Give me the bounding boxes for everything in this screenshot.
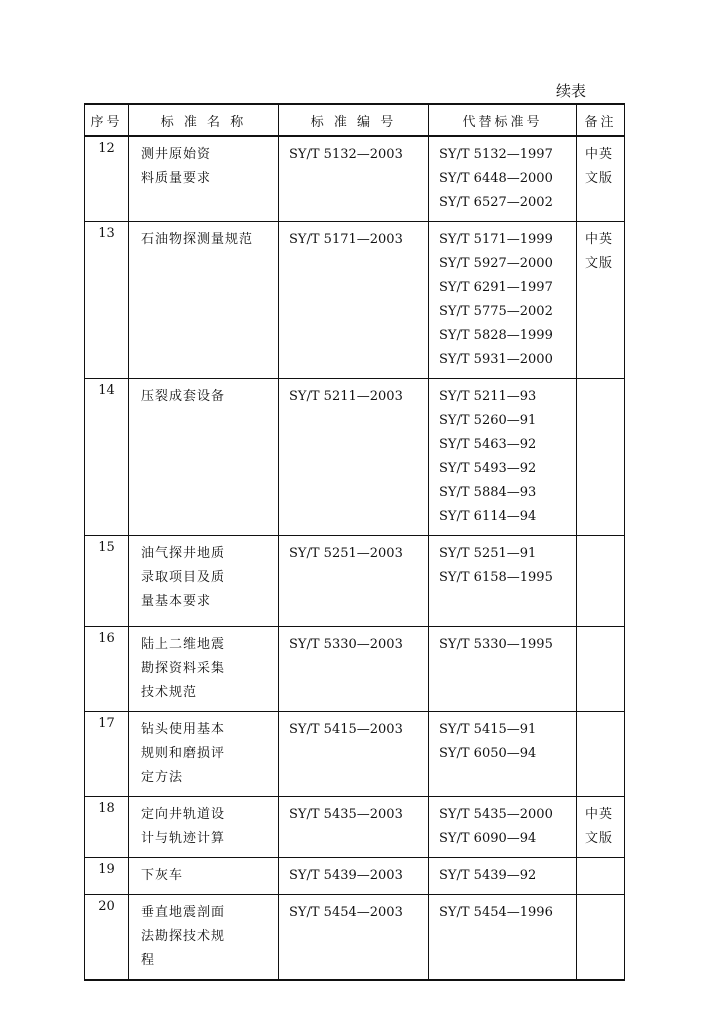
row-number: 13 [85, 222, 129, 379]
replaced-standard: SY/T 6158—1995 [439, 570, 553, 585]
replaced-standards-cell [429, 895, 577, 981]
note-cell [577, 536, 625, 627]
row-number: 18 [85, 797, 129, 858]
replaced-standards-cell [429, 222, 577, 379]
replaced-standard: SY/T 5927—2000 [439, 256, 553, 271]
standard-name-cell [129, 136, 279, 222]
standard-code: SY/T 5251—2003 [289, 546, 403, 561]
standard-name: 油气探井地质 录取项目及质 量基本要求 [141, 546, 226, 609]
standard-name-cell [129, 858, 279, 895]
header-name: 标 准 名 称 [129, 104, 279, 136]
header-replaces: 代替标准号 [429, 104, 577, 136]
note-text [577, 858, 619, 870]
standard-code-cell [279, 712, 429, 797]
note-text: 中英文版 [585, 232, 614, 271]
header-no: 序号 [85, 104, 129, 136]
replaced-standards-cell [429, 858, 577, 895]
standard-name: 测井原始资 料质量要求 [141, 147, 212, 186]
standard-code: SY/T 5439—2003 [289, 868, 403, 883]
row-number: 15 [85, 536, 129, 627]
standard-name-cell [129, 797, 279, 858]
replaced-standards-cell [429, 536, 577, 627]
standard-code-cell [279, 797, 429, 858]
table-row [85, 536, 625, 627]
replaced-standards-cell [429, 797, 577, 858]
table-row [85, 222, 625, 379]
note-cell [577, 379, 625, 536]
replaced-standard: SY/T 5415—91 [439, 722, 537, 737]
replaced-standard: SY/T 5884—93 [439, 485, 537, 500]
note-cell [577, 712, 625, 797]
standard-name-cell [129, 536, 279, 627]
replaced-standard: SY/T 5330—1995 [439, 637, 553, 652]
standard-code: SY/T 5435—2003 [289, 807, 403, 822]
replaced-standard: SY/T 5463—92 [439, 437, 537, 452]
replaced-standard: SY/T 6527—2002 [439, 195, 553, 210]
table-row [85, 712, 625, 797]
table-row [85, 379, 625, 536]
standard-name: 下灰车 [141, 868, 184, 883]
note-cell [577, 895, 625, 981]
replaced-standard: SY/T 6448—2000 [439, 171, 553, 186]
standard-code: SY/T 5454—2003 [289, 905, 403, 920]
table-row [85, 858, 625, 895]
standard-name: 压裂成套设备 [141, 389, 226, 404]
replaced-standard: SY/T 5493—92 [439, 461, 537, 476]
standard-code: SY/T 5415—2003 [289, 722, 403, 737]
replaced-standard: SY/T 5251—91 [439, 546, 537, 561]
replaced-standards-cell [429, 627, 577, 712]
standard-name: 钻头使用基本 规则和磨损评 定方法 [141, 722, 226, 785]
replaced-standard: SY/T 6050—94 [439, 746, 537, 761]
row-number: 17 [85, 712, 129, 797]
replaced-standard: SY/T 5828—1999 [439, 328, 553, 343]
replaced-standard: SY/T 6291—1997 [439, 280, 553, 295]
replaced-standard: SY/T 5439—92 [439, 868, 537, 883]
note-cell [577, 797, 625, 858]
note-text [577, 712, 619, 724]
standard-code: SY/T 5171—2003 [289, 232, 403, 247]
standard-code: SY/T 5132—2003 [289, 147, 403, 162]
standard-code-cell [279, 858, 429, 895]
note-cell [577, 627, 625, 712]
replaced-standard: SY/T 5775—2002 [439, 304, 553, 319]
note-text: 中英文版 [585, 147, 614, 186]
header-note: 备注 [577, 104, 625, 136]
table-row [85, 895, 625, 981]
standard-code: SY/T 5330—2003 [289, 637, 403, 652]
note-text: 中英文版 [585, 807, 614, 846]
note-cell [577, 136, 625, 222]
table-row [85, 627, 625, 712]
table-body [85, 136, 625, 980]
standard-code-cell [279, 136, 429, 222]
standard-name-cell [129, 379, 279, 536]
standard-name-cell [129, 712, 279, 797]
replaced-standards-cell [429, 136, 577, 222]
header-code: 标 准 编 号 [279, 104, 429, 136]
standard-name-cell [129, 222, 279, 379]
note-cell [577, 858, 625, 895]
replaced-standard: SY/T 5211—93 [439, 389, 537, 404]
replaced-standards-cell [429, 379, 577, 536]
standard-code-cell [279, 536, 429, 627]
note-text [577, 536, 619, 548]
replaced-standard: SY/T 5260—91 [439, 413, 537, 428]
standard-code-cell [279, 379, 429, 536]
replaced-standard: SY/T 5931—2000 [439, 352, 553, 367]
note-text [577, 379, 619, 391]
row-number: 16 [85, 627, 129, 712]
standard-code: SY/T 5211—2003 [289, 389, 403, 404]
replaced-standards-cell [429, 712, 577, 797]
row-number: 19 [85, 858, 129, 895]
replaced-standard: SY/T 5132—1997 [439, 147, 553, 162]
note-text [577, 627, 619, 639]
replaced-standard: SY/T 6114—94 [439, 509, 537, 524]
replaced-standard: SY/T 5454—1996 [439, 905, 553, 920]
standard-code-cell [279, 222, 429, 379]
continued-label: 续表 [556, 82, 587, 100]
standard-name-cell [129, 627, 279, 712]
note-text [577, 895, 619, 907]
standard-name: 定向井轨道设 计与轨迹计算 [141, 807, 226, 846]
standard-name-cell [129, 895, 279, 981]
row-number: 14 [85, 379, 129, 536]
table-header-row [85, 104, 625, 136]
standard-name: 石油物探测量规范 [141, 232, 254, 247]
replaced-standard: SY/T 6090—94 [439, 831, 537, 846]
table-row [85, 797, 625, 858]
standards-table [84, 103, 625, 981]
standard-name: 陆上二维地震 勘探资料采集 技术规范 [141, 637, 226, 700]
replaced-standard: SY/T 5171—1999 [439, 232, 553, 247]
standard-code-cell [279, 627, 429, 712]
standard-name: 垂直地震剖面 法勘探技术规 程 [141, 905, 226, 968]
row-number: 20 [85, 895, 129, 981]
table-row [85, 136, 625, 222]
standard-code-cell [279, 895, 429, 981]
note-cell [577, 222, 625, 379]
row-number: 12 [85, 136, 129, 222]
replaced-standard: SY/T 5435—2000 [439, 807, 553, 822]
